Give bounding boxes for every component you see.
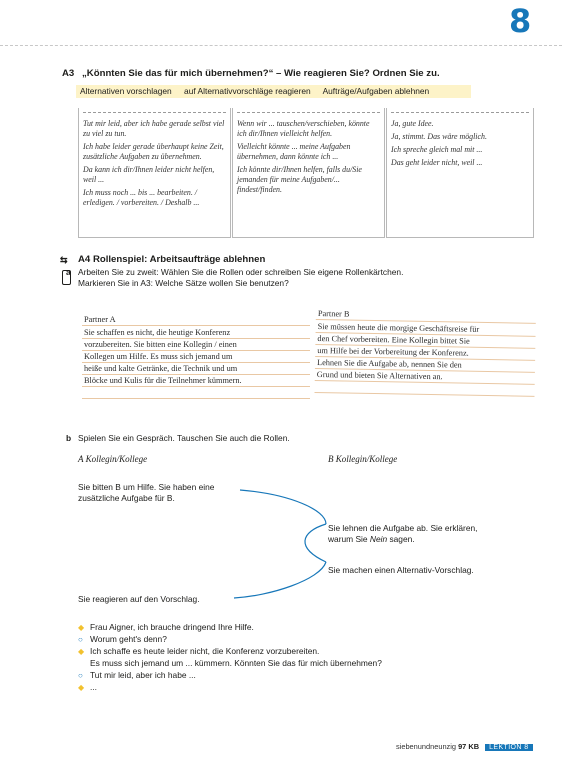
step-a2: Sie reagieren auf den Vorschlag. <box>78 594 200 604</box>
card-line: Blöcke und Kulis für die Teilnehmer kümmern. <box>82 375 310 387</box>
a4-a-line1: Arbeiten Sie zu zweit: Wählen Sie die Rollen oder schreiben Sie eigene Rollenkärtchen. <box>78 267 404 277</box>
page-number: 97 <box>458 742 467 751</box>
step-b1-line2-emph: Nein <box>369 534 388 544</box>
card-line-empty <box>315 381 535 397</box>
phrase: Da kann ich dir/Ihnen leider nicht helfen, weil ... <box>83 165 215 184</box>
flow-arrow-b-to-a <box>234 562 326 598</box>
yellow-diamond-icon: ◆ <box>78 683 85 692</box>
yellow-diamond-icon: ◆ <box>78 623 85 632</box>
card-line: um Hilfe bei der Vorbereitung der Konferenz. <box>315 345 535 361</box>
phrase: Ich könnte dir/Ihnen helfen, falls du/Sie jemanden für meine Aufgaben/... findest/finden. <box>237 165 362 194</box>
dialog-line <box>78 657 382 669</box>
a3-label: A3 <box>62 68 75 79</box>
phrase: Tut mir leid, aber ich habe gerade selbst viel zu viel zu tun. <box>83 119 225 138</box>
category-react: auf Alternativvorschläge reagieren <box>184 86 311 96</box>
step-b1-line2 <box>328 534 477 545</box>
phrase: Wenn wir ... tauschen/verschieben, könnte ich dir/Ihnen vielleicht helfen. <box>237 119 370 138</box>
step-b1 <box>328 523 477 545</box>
lektion-badge: LEKTION 8 <box>485 744 532 751</box>
step-b2: Sie machen einen Alternativ-Vorschlag. <box>328 565 474 575</box>
step-b1-line2-start: warum Sie <box>328 534 370 544</box>
step-a1-line2: zusätzliche Aufgabe für B. <box>78 493 175 503</box>
flow-arrow-b-to-b <box>305 524 326 562</box>
column-rule <box>83 112 226 113</box>
partner-b-title: Partner B <box>316 308 536 324</box>
dialog-text: Worum geht's denn? <box>90 634 167 644</box>
phrase: Ja, gute Idee. <box>391 119 434 128</box>
top-divider <box>0 45 562 46</box>
dialog-text: ... <box>90 682 97 692</box>
dialog-list <box>78 621 382 693</box>
phrase: Ich habe leider gerade überhaupt keine Zeit, zusätzliche Aufgaben zu übernehmen. <box>83 142 224 161</box>
a4-b-instructions <box>66 433 290 443</box>
phrase: Ich muss noch ... bis ... bearbeiten. / erledigen. / vorbereiten. / Deshalb ... <box>83 188 200 207</box>
card-line: Sie müssen heute die morgige Geschäftsreise für <box>316 321 536 337</box>
a4-label: A4 <box>78 254 91 265</box>
column-rule <box>237 112 380 113</box>
role-a-label: A Kollegin/Kollege <box>78 454 148 464</box>
a3-column-3 <box>386 108 534 238</box>
a3-heading <box>62 68 440 79</box>
step-b1-line2-end: sagen. <box>387 534 415 544</box>
card-line: Grund und bieten Sie Alternativen an. <box>315 369 535 385</box>
flow-arrow-diagram <box>230 480 330 605</box>
a3-column-1 <box>78 108 231 238</box>
partner-a-card <box>82 314 310 399</box>
a4-heading <box>78 254 265 265</box>
category-alternatives: Alternativen vorschlagen <box>80 86 172 96</box>
role-b-label: B Kollegin/Kollege <box>328 454 398 464</box>
dialog-text: Frau Aigner, ich brauche dringend Ihre Hilfe. <box>90 622 254 632</box>
flow-arrow-a-to-b <box>240 490 326 524</box>
chapter-number: 8 <box>509 2 532 40</box>
phrase: Das geht leider nicht, weil ... <box>391 158 483 167</box>
phrase: Ja, stimmt. Das wäre möglich. <box>391 132 487 141</box>
book-code: KB <box>468 742 480 751</box>
card-line: den Chef vorbereiten. Eine Kollegin bittet Sie <box>315 333 535 349</box>
dialog-text: Es muss sich jemand um ... kümmern. Könnten Sie das für mich übernehmen? <box>90 658 382 668</box>
a3-title: „Könnten Sie das für mich übernehmen?“ – Wie reagieren Sie? Ordnen Sie zu. <box>82 68 440 79</box>
column-rule <box>391 112 529 113</box>
step-a1-line1: Sie bitten B um Hilfe. Sie haben eine <box>78 482 215 492</box>
phrase: Ich spreche gleich mal mit ... <box>391 145 483 154</box>
a3-column-2 <box>232 108 385 238</box>
dialog-line <box>78 669 382 681</box>
blue-circle-icon: ○ <box>78 671 83 680</box>
sub-letter-b: b <box>66 433 72 443</box>
a4-b-text: Spielen Sie ein Gespräch. Tauschen Sie auch die Rollen. <box>78 433 290 443</box>
a4-a-instructions <box>66 267 403 289</box>
page-word: siebenundneunzig <box>396 742 456 751</box>
dialog-text: Ich schaffe es heute leider nicht, die Konferenz vorzubereiten. <box>90 646 320 656</box>
a4-title: Rollenspiel: Arbeitsaufträge ablehnen <box>92 254 266 265</box>
step-a1 <box>78 482 214 504</box>
partner-a-title: Partner A <box>82 314 310 326</box>
blue-circle-icon: ○ <box>78 635 83 644</box>
card-line: heiße und kalte Getränke, die Technik und um <box>82 363 310 375</box>
dialog-line <box>78 621 382 633</box>
step-b1-line1: Sie lehnen die Aufgabe ab. Sie erklären, <box>328 523 478 533</box>
partner-b-card <box>315 308 536 397</box>
card-line: Kollegen um Hilfe. Es muss sich jemand um <box>82 351 310 363</box>
page-footer <box>396 742 533 751</box>
yellow-diamond-icon: ◆ <box>78 647 85 656</box>
card-line-empty <box>82 387 310 399</box>
card-line: vorzubereiten. Sie bitten eine Kollegin / einen <box>82 339 310 351</box>
dialog-line <box>78 633 382 645</box>
category-decline: Aufträge/Aufgaben ablehnen <box>322 86 430 96</box>
dialog-text: Tut mir leid, aber ich habe ... <box>90 670 196 680</box>
a4-a-line2: Markieren Sie in A3: Welche Sätze wollen Sie benutzen? <box>78 278 289 288</box>
card-line: Lehnen Sie die Aufgabe ab, nennen Sie den <box>315 357 535 373</box>
phrase: Vielleicht könnte ... meine Aufgaben übernehmen, dann könnte ich ... <box>237 142 351 161</box>
dialog-line <box>78 645 382 657</box>
a3-category-bar <box>76 85 471 98</box>
card-line: Sie schaffen es nicht, die heutige Konferenz <box>82 327 310 339</box>
sub-letter-a: a <box>66 267 71 277</box>
dialog-line <box>78 681 382 693</box>
swap-arrows-icon: ⇆ <box>60 255 68 265</box>
